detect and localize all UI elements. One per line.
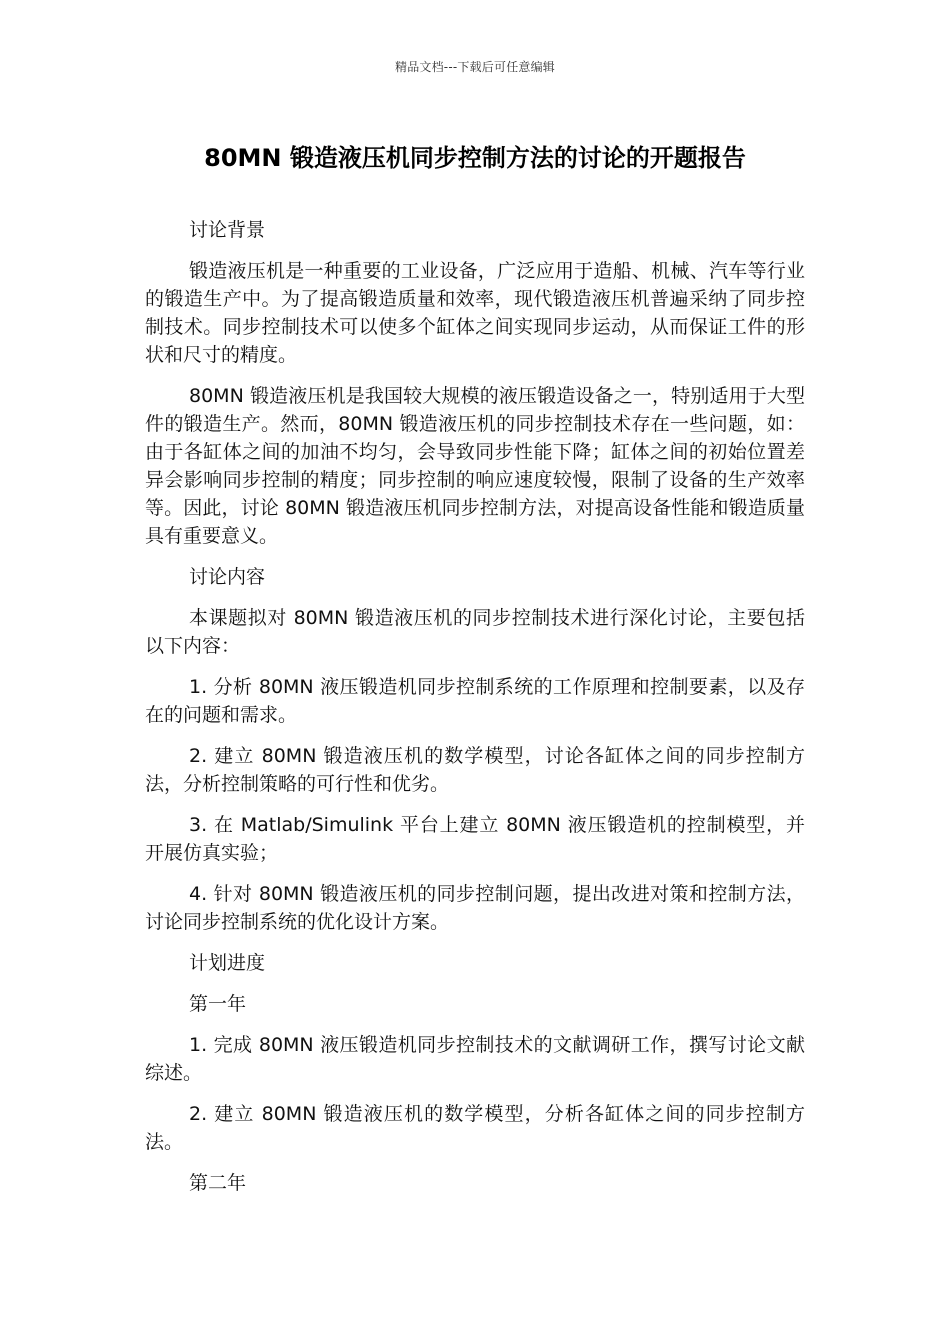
list-item-content-2: 2. 建立 80MN 锻造液压机的数学模型，讨论各缸体之间的同步控制方法，分析控制策略的可行性和优劣。 (145, 745, 805, 795)
section-heading-background: 讨论背景 (189, 219, 266, 241)
list-item-year1-2: 2. 建立 80MN 锻造液压机的数学模型，分析各缸体之间的同步控制方法。 (145, 1103, 805, 1153)
section-heading-plan: 计划进度 (189, 952, 266, 974)
document-body (145, 216, 805, 1210)
document-title: 80MN 锻造液压机同步控制方法的讨论的开题报告 (204, 144, 746, 172)
list-item-content-3: 3. 在 Matlab/Simulink 平台上建立 80MN 液压锻造机的控制模型，并开展仿真实验； (145, 814, 805, 864)
list-item-content-4: 4. 针对 80MN 锻造液压机的同步控制问题，提出改进对策和控制方法，讨论同步控制系统的优化设计方案。 (145, 883, 805, 933)
paragraph-background-1: 锻造液压机是一种重要的工业设备，广泛应用于造船、机械、汽车等行业的锻造生产中。为了提高锻造质量和效率，现代锻造液压机普遍采纳了同步控制技术。同步控制技术可以使多个缸体之间实现同步运动，从而保证工件的形状和尺寸的精度。 (145, 260, 805, 366)
list-item-year1-1: 1. 完成 80MN 液压锻造机同步控制技术的文献调研工作，撰写讨论文献综述。 (145, 1034, 805, 1084)
subheading-year-1: 第一年 (189, 993, 247, 1015)
list-item-content-1: 1. 分析 80MN 液压锻造机同步控制系统的工作原理和控制要素，以及存在的问题和需求。 (145, 676, 805, 726)
section-heading-content: 讨论内容 (189, 566, 266, 588)
subheading-year-2: 第二年 (189, 1172, 247, 1194)
paragraph-background-2: 80MN 锻造液压机是我国较大规模的液压锻造设备之一，特别适用于大型件的锻造生产。然而，80MN 锻造液压机的同步控制技术存在一些问题，如：由于各缸体之间的加油不均匀，会导致同步性能下降；缸体之间的初始位置差异会影响同步控制的精度；同步控制的响应速度较慢，限制了设备的生产效率等。因此，讨论 80MN 锻造液压机同步控制方法，对提高设备性能和锻造质量具有重要意义。 (145, 385, 805, 547)
paragraph-content-intro: 本课题拟对 80MN 锻造液压机的同步控制技术进行深化讨论，主要包括以下内容： (145, 607, 805, 657)
header-note: 精品文档---下载后可任意编辑 (395, 60, 555, 74)
